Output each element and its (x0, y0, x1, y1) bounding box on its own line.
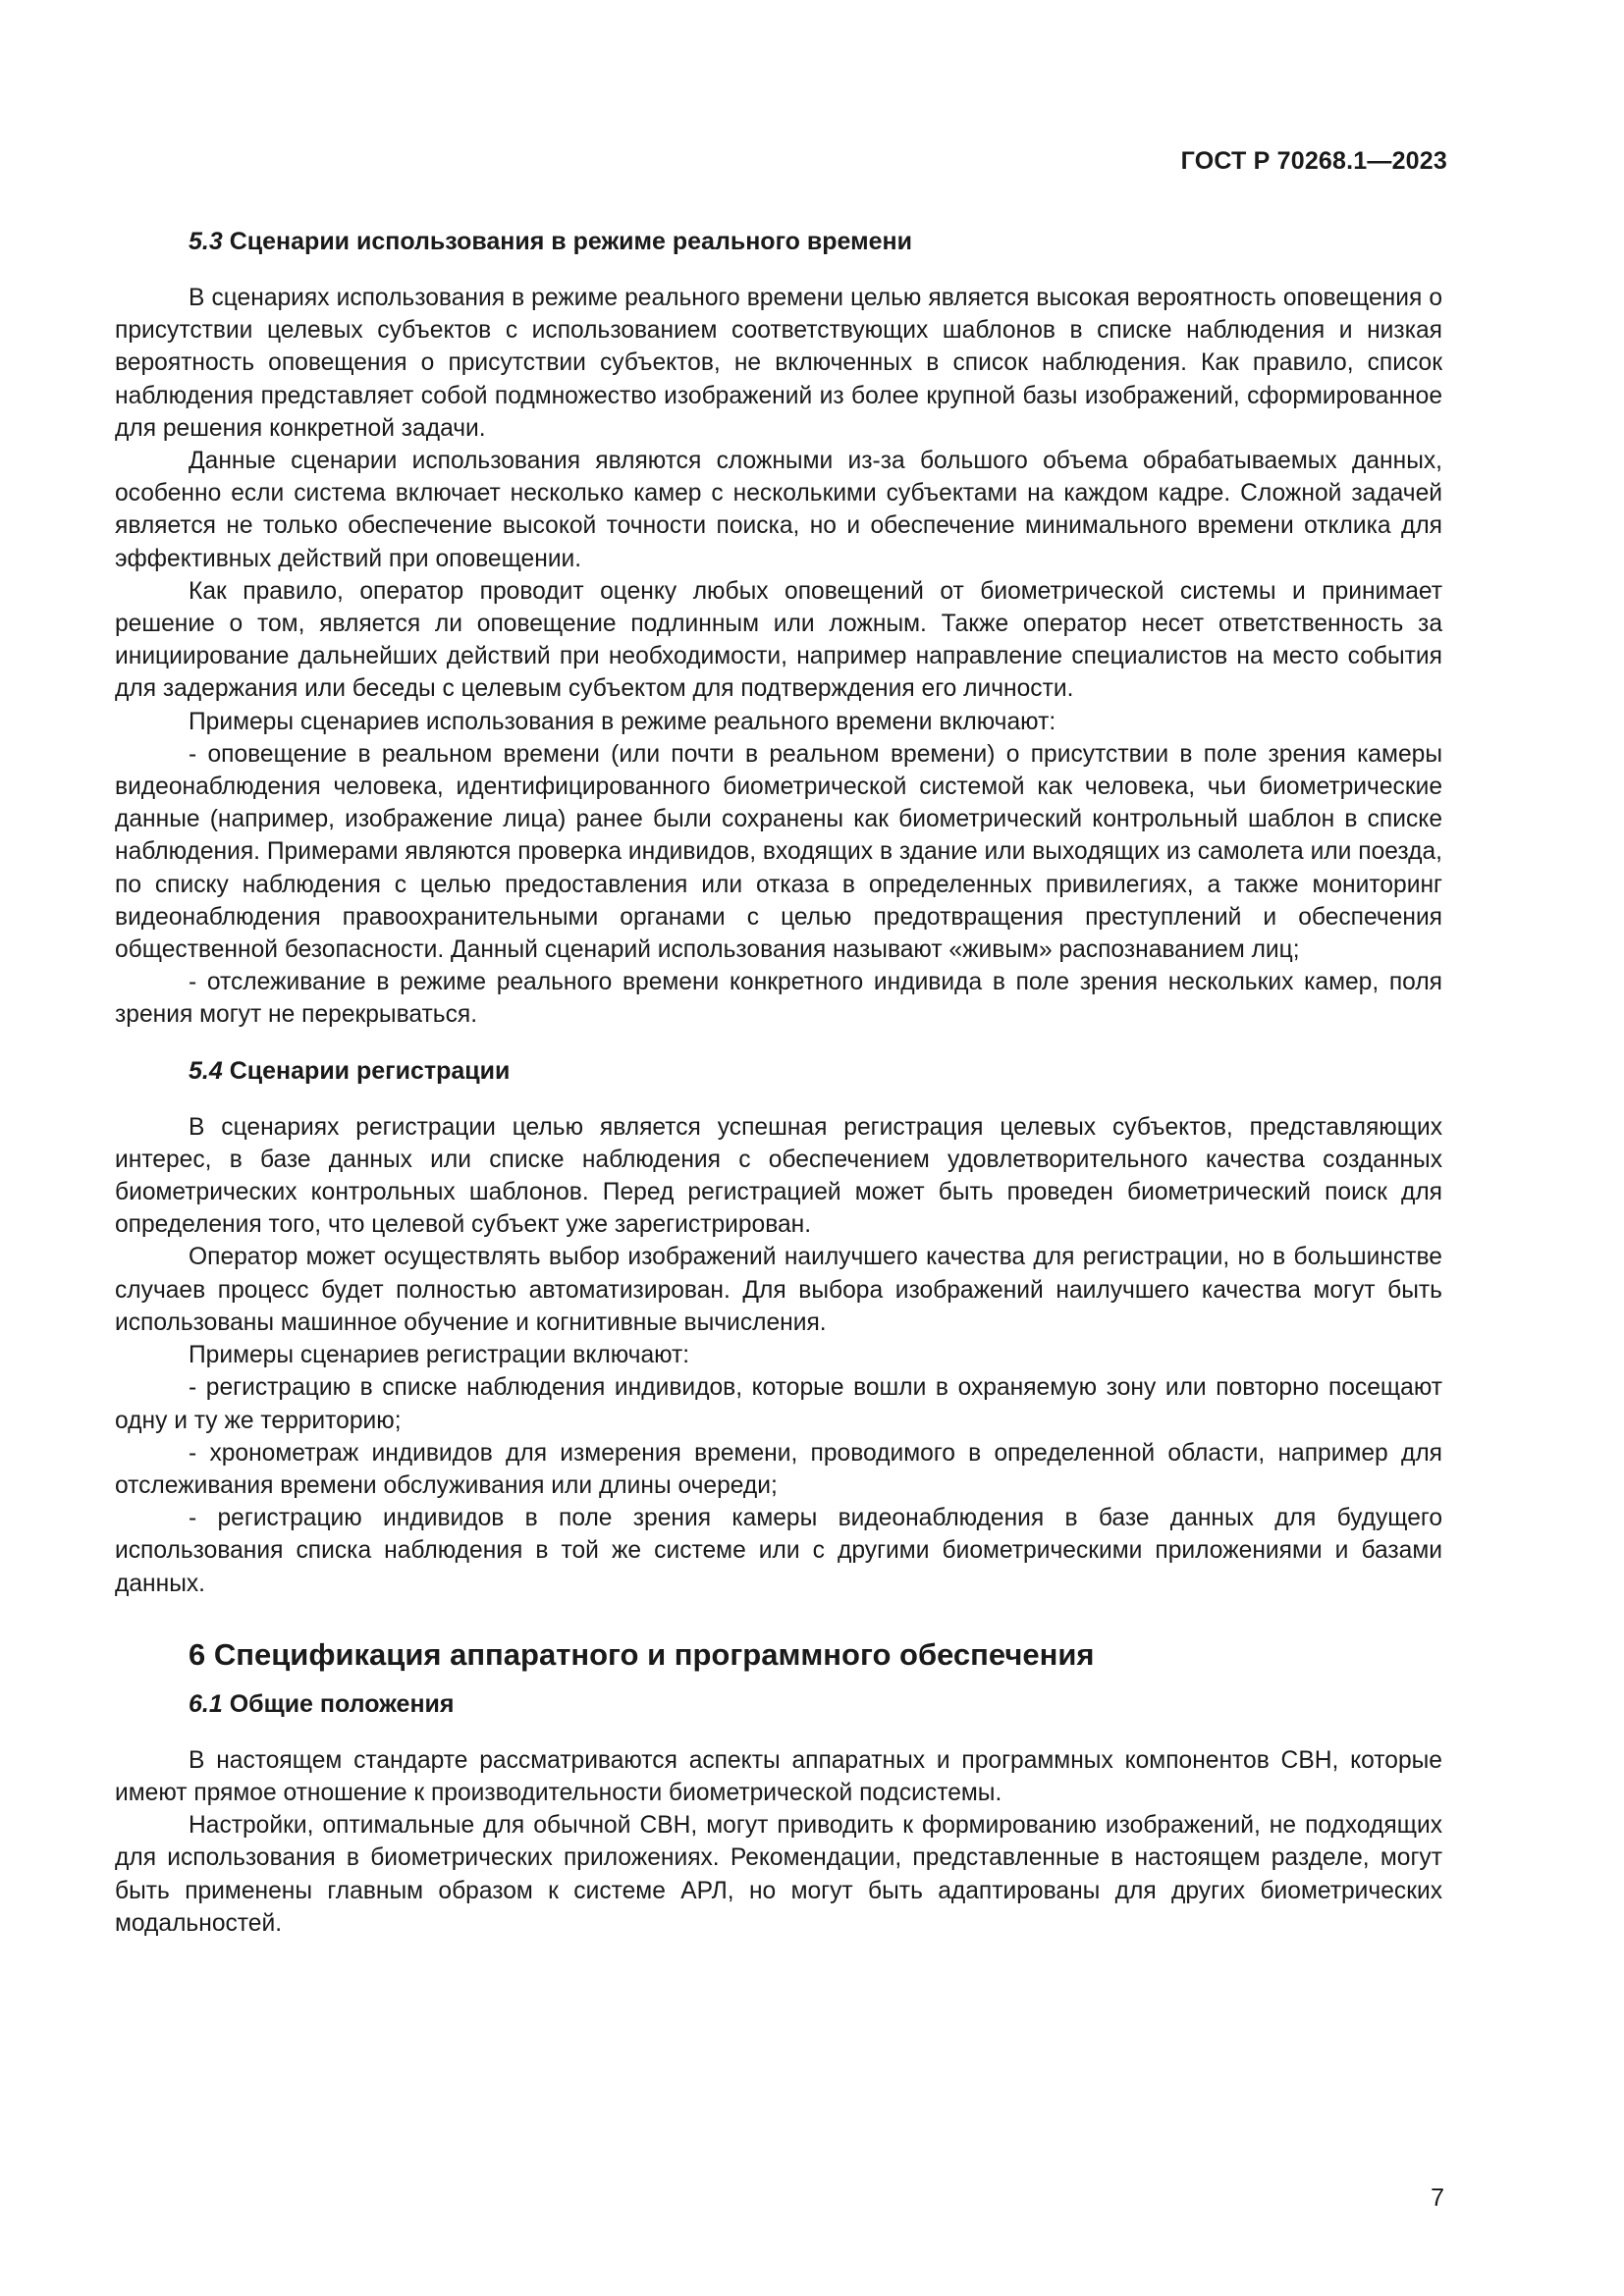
paragraph: Настройки, оптимальные для обычной СВН, могут приводить к формированию изображений, не подходящих для использования в биометрических приложениях. Рекомендации, представленные в настоящем разделе, могут быть применены главным образом к системе АРЛ, но могут быть адаптированы для других биометрических модальностей. (115, 1812, 1442, 1937)
paragraph: Примеры сценариев использования в режиме реального времени включают: (189, 708, 1056, 735)
list-item: - регистрацию индивидов в поле зрения камеры видеонаблюдения в базе данных для будущего использования списка наблюдения в той же системе или с другими биометрическими приложениями и базами данных. (115, 1505, 1442, 1597)
section-6-1-heading (189, 1688, 1442, 1721)
section-title: Общие положения (222, 1689, 455, 1718)
list-item: - хронометраж индивидов для измерения времени, проводимого в определенной области, например для отслеживания времени обслуживания или длины очереди; (115, 1439, 1442, 1499)
section-number: 5.3 (189, 228, 223, 255)
section-title: Сценарии использования в режиме реального времени (222, 228, 912, 255)
section-number: 6 (189, 1636, 206, 1672)
page-content (115, 226, 1442, 1940)
list-item: - регистрацию в списке наблюдения индивидов, которые вошли в охраняемую зону или повторно посещают одну и ту же территорию; (115, 1374, 1442, 1434)
section-title: Сценарии регистрации (222, 1056, 511, 1085)
paragraph: Примеры сценариев регистрации включают: (189, 1342, 690, 1369)
section-title: Спецификация аппаратного и программного обеспечения (205, 1636, 1095, 1672)
section-number: 6.1 (189, 1689, 223, 1718)
list-item: - оповещение в реальном времени (или почти в реальном времени) о присутствии в поле зрения камеры видеонаблюдения человека, идентифицированного биометрической системой как человека, чьи биометрические данные (например, изображение лица) ранее были сохранены как биометрический контрольный шаблон в списке наблюдения. Примерами являются проверка индивидов, входящих в здание или выходящих из самолета или поезда, по списку наблюдения с целью предоставления или отказа в определенных привилегиях, а также мониторинг видеонаблюдения правоохранительными органами с целью предотвращения преступлений и обеспечения общественной безопасности. Данный сценарий использования называют «живым» распознаванием лиц; (115, 740, 1442, 964)
section-5-3-heading (189, 226, 1442, 258)
list-item: - отслеживание в режиме реального времени конкретного индивида в поле зрения нескольких камер, поля зрения могут не перекрываться. (115, 969, 1442, 1029)
section-5-4-heading (189, 1055, 1442, 1088)
paragraph: В настоящем стандарте рассматриваются аспекты аппаратных и программных компонентов СВН, которые имеют прямое отношение к производительности биометрической подсистемы. (115, 1746, 1442, 1806)
paragraph: Оператор может осуществлять выбор изображений наилучшего качества для регистрации, но в большинстве случаев процесс будет полностью автоматизирован. Для выбора изображений наилучшего качества могут быть использованы машинное обучение и когнитивные вычисления. (115, 1244, 1442, 1336)
section-number: 5.4 (189, 1056, 223, 1085)
page-number: 7 (1431, 2184, 1444, 2212)
paragraph: В сценариях регистрации целью является успешная регистрация целевых субъектов, представляющих интерес, в базе данных или списке наблюдения с обеспечением удовлетворительного качества созданных биометрических контрольных шаблонов. Перед регистрацией может быть проведен биометрический поиск для определения того, что целевой субъект уже зарегистрирован. (115, 1113, 1442, 1239)
document-code: ГОСТ Р 70268.1—2023 (1180, 147, 1447, 175)
paragraph: Данные сценарии использования являются сложными из-за большого объема обрабатываемых данных, особенно если система включает несколько камер с несколькими субъектами на каждом кадре. Сложной задачей является не только обеспечение высокой точности поиска, но и обеспечение минимального времени отклика для эффективных действий при оповещении. (115, 448, 1442, 572)
paragraph: Как правило, оператор проводит оценку любых оповещений от биометрической системы и принимает решение о том, является ли оповещение подлинным или ложным. Также оператор несет ответственность за инициирование дальнейших действий при необходимости, например направление специалистов на место события для задержания или беседы с целевым субъектом для подтверждения его личности. (115, 577, 1442, 703)
section-6-heading (189, 1635, 1442, 1675)
paragraph: В сценариях использования в режиме реального времени целью является высокая вероятность оповещения о присутствии целевых субъектов с использованием соответствующих шаблонов в списке наблюдения и низкая вероятность оповещения о присутствии субъектов, не включенных в список наблюдения. Как правило, список наблюдения представляет собой подмножество изображений из более крупной базы изображений, сформированное для решения конкретной задачи. (115, 285, 1442, 442)
